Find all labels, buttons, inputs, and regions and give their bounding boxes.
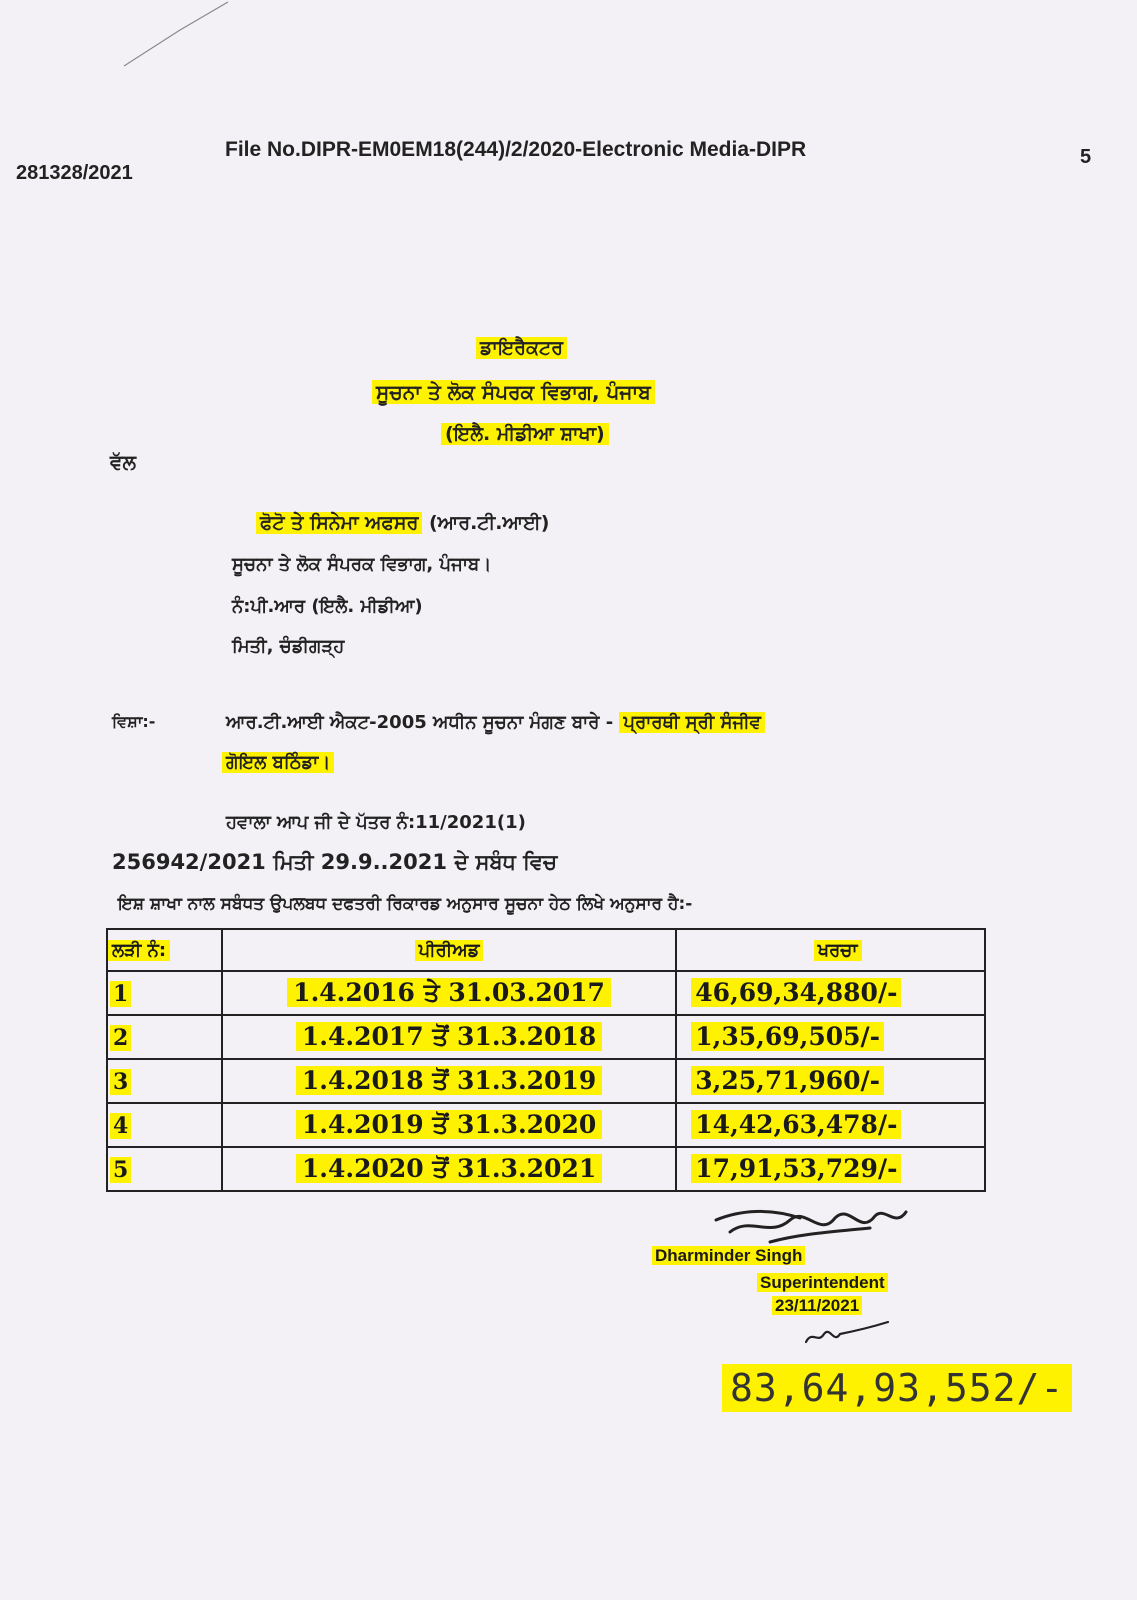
row-serial: 2 [110,1025,131,1051]
row-period: 1.4.2016 ਤੇ 31.03.2017 [287,978,611,1007]
row-serial: 1 [110,981,131,1007]
from-designation: ਡਾਇਰੈਕਟਰ [476,337,567,359]
receipt-number: 281328/2021 [16,162,133,184]
header-period: ਪੀਰੀਅਡ [415,940,484,961]
subject-label: ਵਿਸ਼ਾ:- [112,712,156,731]
initials-mark [800,1320,890,1350]
table-row [107,971,985,1015]
to-officer: ਫੋਟੋ ਤੇ ਸਿਨੇਮਾ ਅਫਸਰ (ਆਰ.ਟੀ.ਆਈ) [256,512,549,534]
subject-applicant-line2: ਗੋਇਲ ਬਠਿੰਡਾ। [222,752,334,773]
row-amount: 46,69,34,880/- [691,978,901,1007]
from-department: ਸੂਚਨਾ ਤੇ ਲੋਕ ਸੰਪਰਕ ਵਿਭਾਗ, ਪੰਜਾਬ [372,380,655,404]
table-row [107,1147,985,1191]
page-number: 5 [1080,146,1092,168]
table-header-row [107,929,985,971]
reference-number-date: 256942/2021 ਮਿਤੀ 29.9..2021 ਦੇ ਸਬੰਧ ਵਿਚ [112,850,558,874]
row-amount: 1,35,69,505/- [691,1022,884,1051]
expenditure-table [106,928,986,1192]
row-serial: 4 [110,1113,131,1139]
subject-line: ਆਰ.ਟੀ.ਆਈ ਐਕਟ-2005 ਅਧੀਨ ਸੂਚਨਾ ਮੰਗਣ ਬਾਰੇ - ਪ੍ਰਾਰਥੀ ਸ੍ਰੀ ਸੰਜੀਵ [226,712,765,733]
row-serial: 5 [110,1157,131,1183]
row-amount: 17,91,53,729/- [691,1154,901,1183]
signatory-designation: Superintendent [757,1273,888,1293]
reference-line: ਹਵਾਲਾ ਆਪ ਜੀ ਦੇ ਪੱਤਰ ਨੰ:11/2021(1) [226,812,526,833]
handwritten-total: 83,64,93,552/- [722,1364,1072,1412]
table-row [107,1103,985,1147]
to-date-place: ਮਿਤੀ, ਚੰਡੀਗੜ੍ਹ [232,636,345,657]
records-intro: ਇਸ਼ ਸ਼ਾਖਾ ਨਾਲ ਸਬੰਧਤ ਉਪਲਬਧ ਦਫਤਰੀ ਰਿਕਾਰਡ ਅਨੁਸਾਰ ਸੂਚਨਾ ਹੇਠ ਲਿਖੇ ਅਨੁਸਾਰ ਹੈ:- [118,894,693,914]
header-expense: ਖਰਚਾ [814,940,862,961]
header-serial: ਲੜੀ ਨੰ: [108,940,170,961]
row-amount: 3,25,71,960/- [691,1066,884,1095]
row-serial: 3 [110,1069,131,1095]
table-row [107,1059,985,1103]
table-row [107,1015,985,1059]
scan-mark [120,0,230,70]
row-amount: 14,42,63,478/- [691,1110,901,1139]
to-department: ਸੂਚਨਾ ਤੇ ਲੋਕ ਸੰਪਰਕ ਵਿਭਾਗ, ਪੰਜਾਬ। [232,554,492,575]
to-label: ਵੱਲ [110,450,137,474]
signature-date: 23/11/2021 [772,1296,862,1316]
row-period: 1.4.2017 ਤੋਂ 31.3.2018 [296,1022,602,1051]
signatory-name: Dharminder Singh [652,1246,805,1266]
from-branch: (ਇਲੈ. ਮੀਡੀਆ ਸ਼ਾਖਾ) [441,423,609,445]
to-reference-number: ਨੰ:ਪੀ.ਆਰ (ਇਲੈ. ਮੀਡੀਆ) [232,596,423,617]
row-period: 1.4.2018 ਤੋਂ 31.3.2019 [296,1066,602,1095]
file-number: File No.DIPR-EM0EM18(244)/2/2020-Electronic Media-DIPR [225,138,807,161]
row-period: 1.4.2020 ਤੋਂ 31.3.2021 [296,1154,602,1183]
row-period: 1.4.2019 ਤੋਂ 31.3.2020 [296,1110,602,1139]
